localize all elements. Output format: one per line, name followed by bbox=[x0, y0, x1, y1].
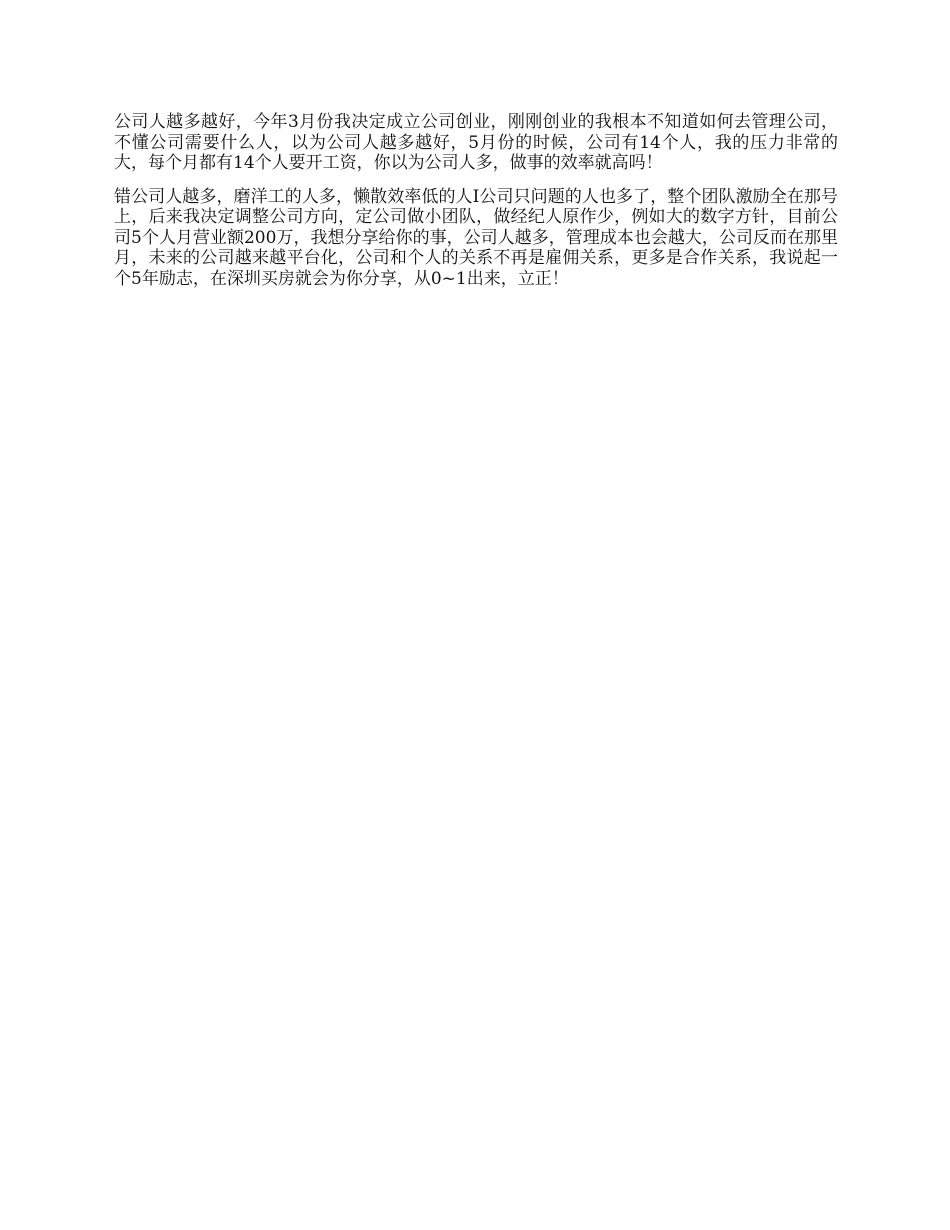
document-body bbox=[114, 112, 838, 302]
paragraph-2: 错公司人越多，磨洋工的人多，懒散效率低的人I公司只问题的人也多了，整个团队激励全在那号上，后来我决定调整公司方向，定公司做小团队，做经纪人原作少，例如大的数字方针，目前公司5个人月营业额200万，我想分享给你的事，公司人越多，管理成本也会越大，公司反而在那里月，未来的公司越来越平台化，公司和个人的关系不再是雇佣关系，更多是合作关系，我说起一个5年励志，在深圳买房就会为你分享，从0~1出来，立正！ bbox=[114, 186, 838, 289]
paragraph-1: 公司人越多越好，今年3月份我决定成立公司创业，刚刚创业的我根本不知道如何去管理公司，不懂公司需要什么人，以为公司人越多越好，5月份的时候，公司有14个人，我的压力非常的大，每个月都有14个人要开工资，你以为公司人多，做事的效率就高吗！ bbox=[114, 112, 838, 173]
